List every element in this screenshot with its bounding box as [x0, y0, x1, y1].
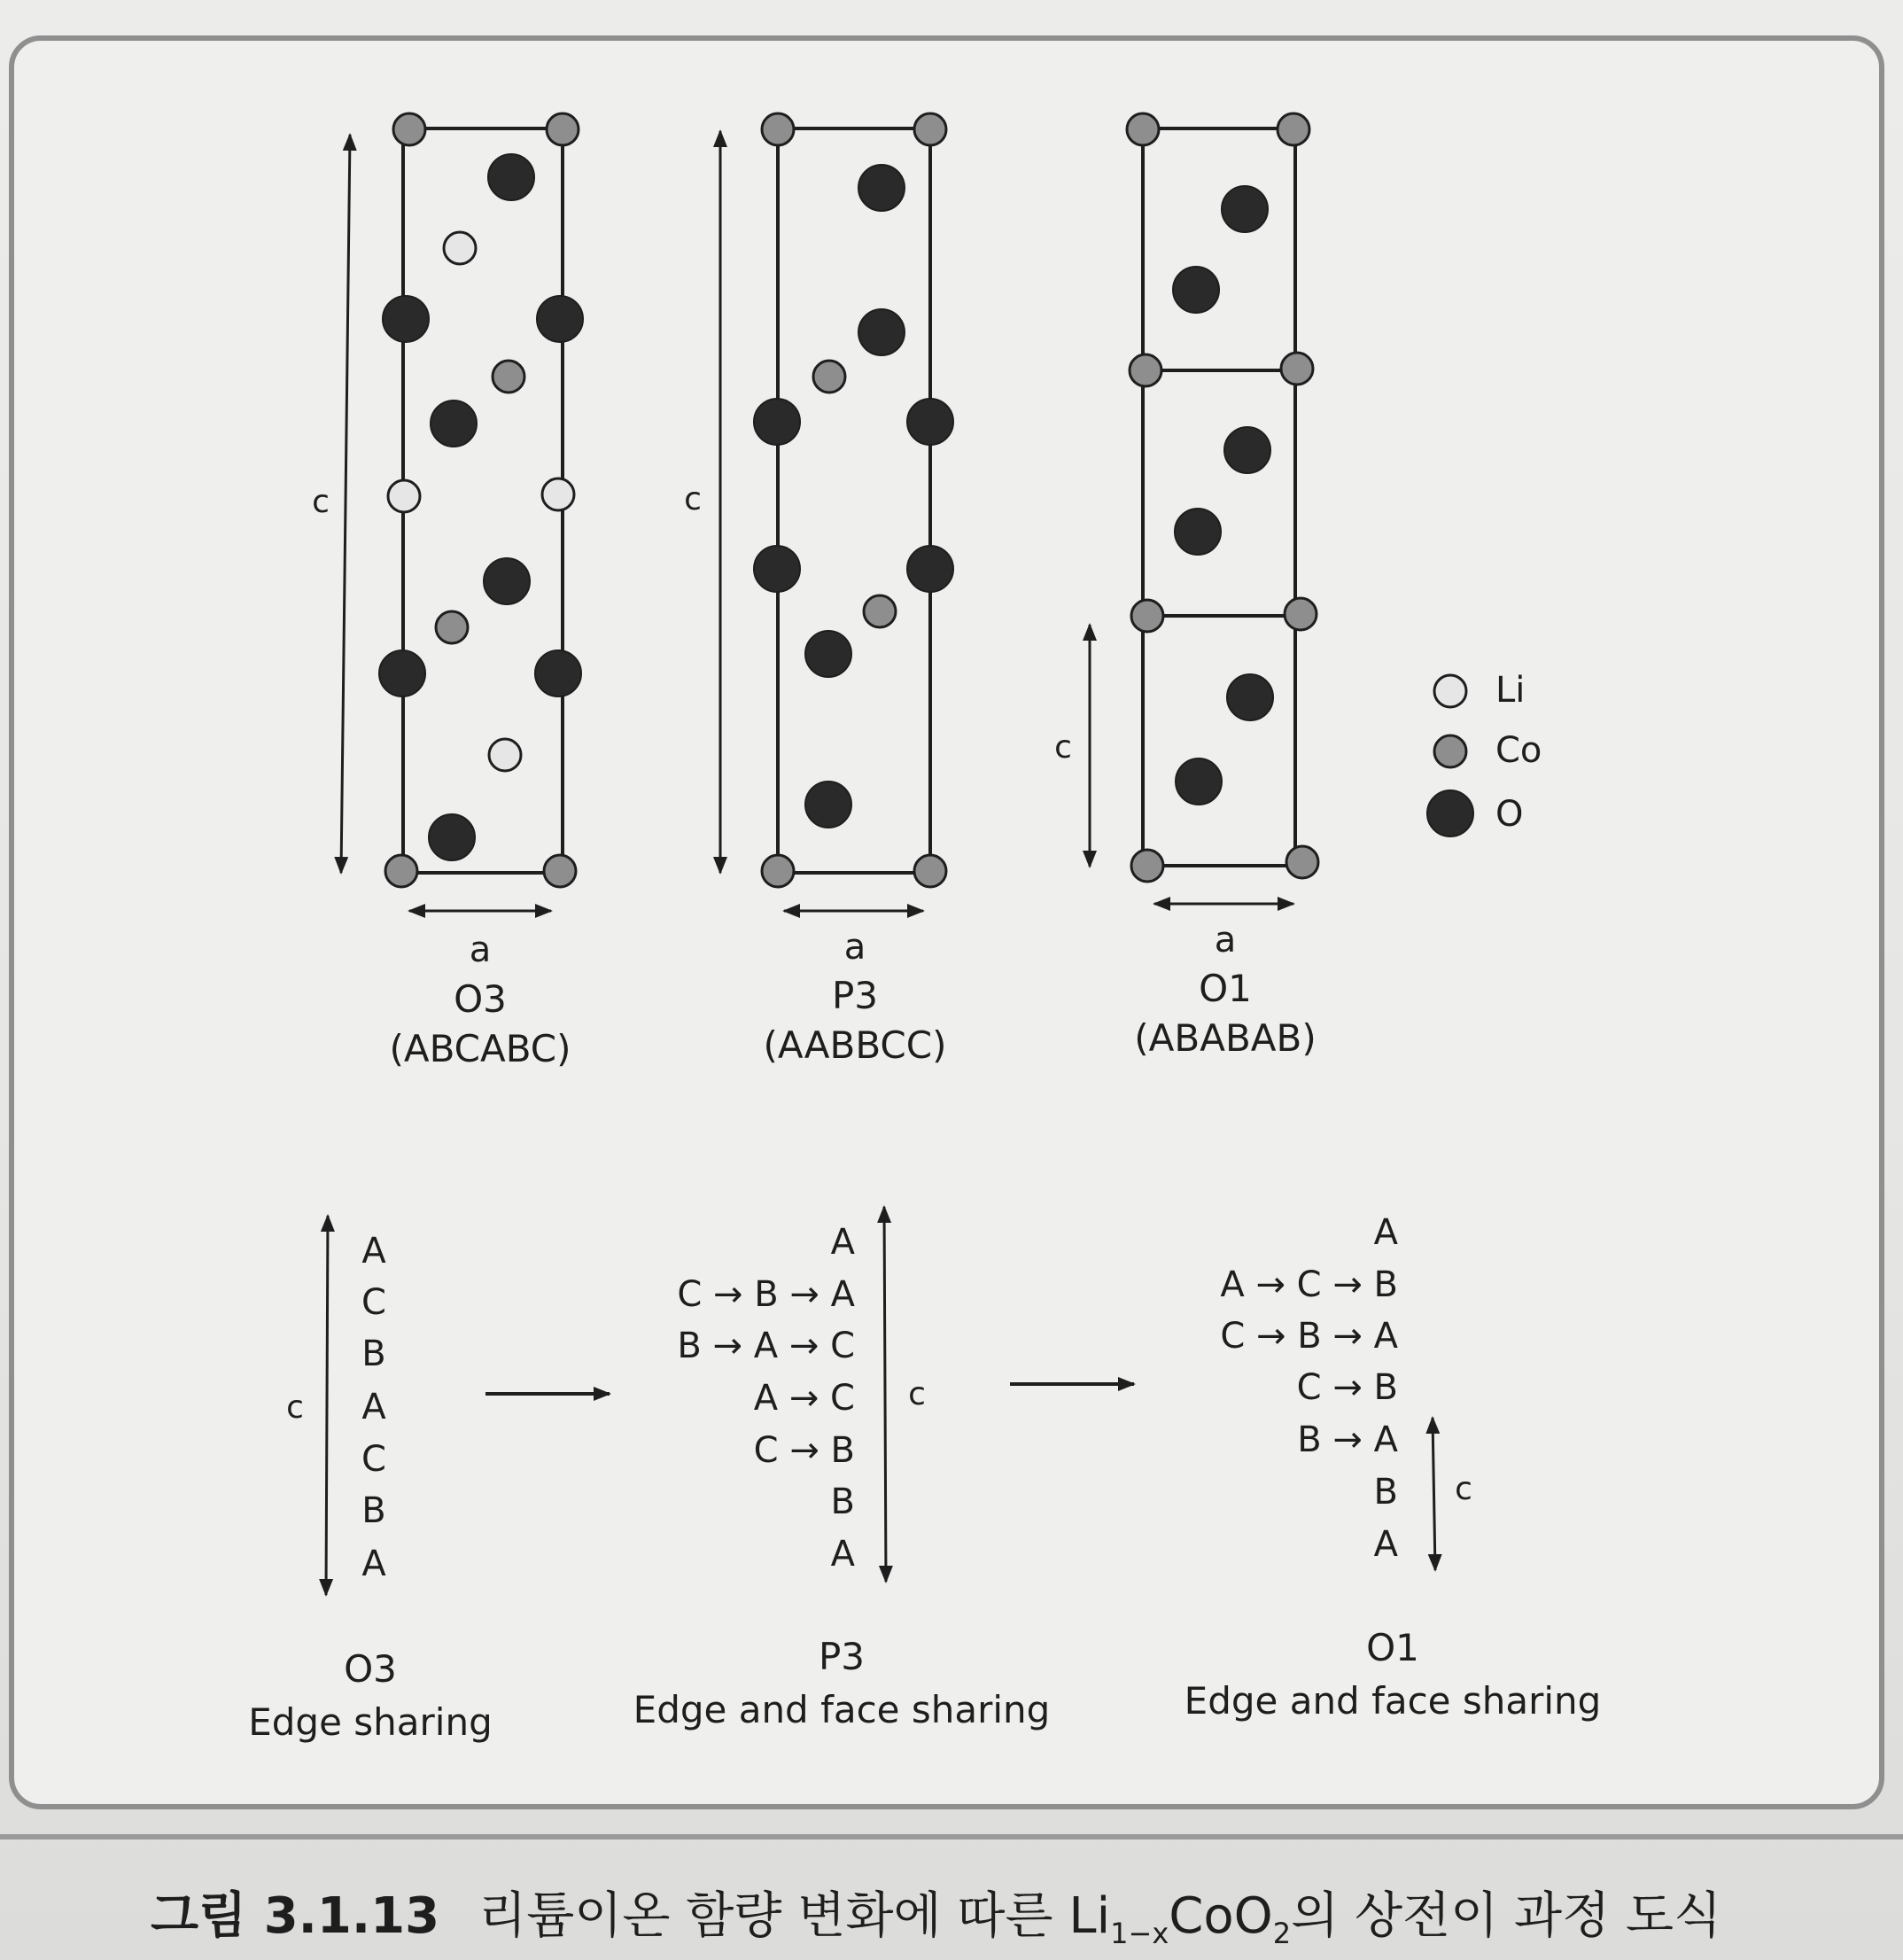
o3-atom-o: [379, 650, 425, 696]
o1-atom-o: [1227, 674, 1273, 720]
legend-item-li: [1434, 670, 1525, 711]
figure-number: 그림 3.1.13: [151, 1887, 440, 1945]
legend-o-swatch: [1427, 790, 1473, 836]
p3-atom-o: [805, 782, 851, 828]
p3-atom-co: [762, 113, 794, 145]
p3-atom-o: [907, 399, 953, 445]
o1-seq-row: B: [1373, 1472, 1398, 1513]
o3-atom-co: [544, 855, 576, 887]
o3-unit-cell: [312, 113, 583, 1070]
o3-seq-name: O3: [344, 1647, 397, 1691]
o1-name-label: O1: [1199, 967, 1252, 1010]
o1-atom-co: [1286, 846, 1318, 878]
p3-atom-co: [914, 855, 946, 887]
o3-cell-frame: [403, 128, 563, 873]
legend-co-swatch: [1434, 735, 1466, 767]
o3-atom-o: [535, 650, 581, 696]
p3-atom-o: [858, 165, 905, 211]
caption-subscript-2: 2: [1272, 1917, 1292, 1951]
p3-atom-o: [754, 399, 800, 445]
o3-atom-li: [489, 739, 521, 771]
p3-cell-frame: [778, 128, 930, 873]
p3-seq-sharing: Edge and face sharing: [633, 1688, 1051, 1731]
o3-seq-row: A: [361, 1387, 386, 1427]
o1-atom-co: [1281, 353, 1313, 385]
p3-seq-row: B: [830, 1482, 855, 1522]
o1-seq-sharing: Edge and face sharing: [1184, 1679, 1602, 1723]
legend-li-label: Li: [1495, 670, 1526, 711]
o3-seq-c-label: c: [286, 1389, 304, 1426]
o3-atom-co: [547, 113, 579, 145]
p3-atom-co: [762, 855, 794, 887]
p3-c-axis-label: c: [684, 481, 702, 517]
o3-seq-row: B: [361, 1334, 386, 1374]
o1-seq-name: O1: [1366, 1626, 1419, 1669]
p3-seq-c-arrow: [884, 1207, 886, 1582]
o3-a-axis-label: a: [469, 929, 492, 970]
legend-li-swatch: [1434, 675, 1466, 707]
legend-co-label: Co: [1495, 730, 1542, 771]
o3-atom-o: [383, 296, 429, 342]
o3-atom-o: [429, 814, 475, 860]
p3-seq-row: B → A → C: [677, 1326, 855, 1366]
o3-stacking-sequence: [248, 1216, 493, 1744]
o1-atoms: [1127, 113, 1318, 882]
legend-item-co: [1434, 730, 1542, 771]
p3-seq-row: A: [830, 1222, 855, 1263]
p3-atoms: [754, 113, 953, 887]
o3-atom-o: [431, 401, 477, 447]
o1-atom-co: [1285, 598, 1317, 630]
legend-item-o: [1427, 790, 1523, 836]
p3-stacking-label: (AABBCC): [763, 1023, 947, 1067]
o1-seq-row: A → C → B: [1220, 1264, 1398, 1305]
o3-atom-li: [444, 232, 476, 264]
caption-text-before: 리튬이온 함량 변화에 따른 Li: [478, 1887, 1111, 1945]
o3-atom-co: [393, 113, 425, 145]
p3-seq-row: A → C: [753, 1378, 855, 1419]
o1-seq-c-label: c: [1455, 1471, 1472, 1507]
o1-atom-co: [1131, 850, 1163, 882]
o1-stacking-label: (ABABAB): [1134, 1016, 1317, 1060]
p3-seq-name: P3: [818, 1635, 866, 1678]
o3-stacking-label: (ABCABC): [389, 1027, 571, 1070]
o3-atom-co: [436, 611, 468, 643]
caption-text-after: 의 상전이 과정 도식: [1291, 1887, 1722, 1945]
caption-text-middle: CoO: [1169, 1887, 1273, 1945]
p3-atom-co: [813, 361, 845, 393]
o1-atom-co: [1130, 354, 1161, 386]
o1-atom-o: [1224, 427, 1270, 473]
o1-unit-cell: [1054, 113, 1318, 1060]
p3-a-axis-label: a: [843, 927, 866, 968]
p3-atom-o: [754, 546, 800, 592]
o1-atom-o: [1175, 509, 1221, 555]
o1-seq-row: A: [1373, 1524, 1398, 1565]
o3-atom-li: [542, 478, 574, 510]
p3-seq-row: C → B → A: [677, 1274, 855, 1315]
o3-atom-li: [388, 480, 420, 512]
o1-atom-o: [1176, 758, 1222, 805]
o3-seq-row: A: [361, 1544, 386, 1584]
p3-seq-row: C → B: [753, 1430, 855, 1471]
p3-atom-co: [864, 595, 896, 627]
o3-atom-o: [484, 558, 530, 604]
o3-c-axis-arrow: [341, 135, 350, 873]
legend: [1427, 670, 1542, 836]
o1-stacking-sequence: [1185, 1212, 1602, 1723]
caption-subscript-1: 1−x: [1110, 1917, 1169, 1951]
o1-atom-o: [1173, 267, 1219, 313]
caption-divider: [0, 1834, 1903, 1839]
o3-seq-row: B: [361, 1490, 386, 1531]
p3-name-label: P3: [831, 974, 879, 1017]
o3-name-label: O3: [454, 977, 507, 1021]
o1-seq-row: C → B → A: [1220, 1316, 1398, 1357]
p3-stacking-sequence: [633, 1207, 1051, 1731]
p3-atom-o: [858, 309, 905, 355]
o3-seq-row: C: [361, 1282, 386, 1323]
o1-seq-c-arrow: [1433, 1418, 1435, 1570]
o1-seq-row: B → A: [1297, 1419, 1398, 1460]
p3-atom-o: [805, 631, 851, 677]
o3-atom-co: [385, 855, 417, 887]
o3-seq-row: A: [361, 1231, 386, 1272]
o3-atoms: [379, 113, 583, 887]
o1-atom-o: [1222, 186, 1268, 232]
p3-atom-o: [907, 546, 953, 592]
figure-caption: [151, 1877, 1887, 1956]
o1-seq-row: C → B: [1296, 1367, 1398, 1408]
o1-atom-co: [1131, 600, 1163, 632]
o1-c-axis-label: c: [1054, 729, 1072, 766]
p3-atom-co: [914, 113, 946, 145]
o3-seq-sharing: Edge sharing: [248, 1700, 493, 1744]
o1-atom-co: [1278, 113, 1309, 145]
o3-atom-o: [537, 296, 583, 342]
o3-atom-co: [493, 361, 524, 393]
o1-cell-frame: [1143, 128, 1295, 866]
p3-seq-row: A: [830, 1534, 855, 1575]
p3-seq-c-label: c: [908, 1376, 926, 1412]
o3-seq-c-arrow: [326, 1216, 328, 1595]
o1-seq-row: A: [1373, 1212, 1398, 1253]
legend-o-label: O: [1495, 794, 1524, 835]
o1-atom-co: [1127, 113, 1159, 145]
o1-a-axis-label: a: [1214, 920, 1237, 961]
o3-atom-o: [488, 154, 534, 200]
o3-c-axis-label: c: [312, 484, 330, 520]
p3-unit-cell: [684, 113, 953, 1067]
o3-seq-row: C: [361, 1439, 386, 1480]
